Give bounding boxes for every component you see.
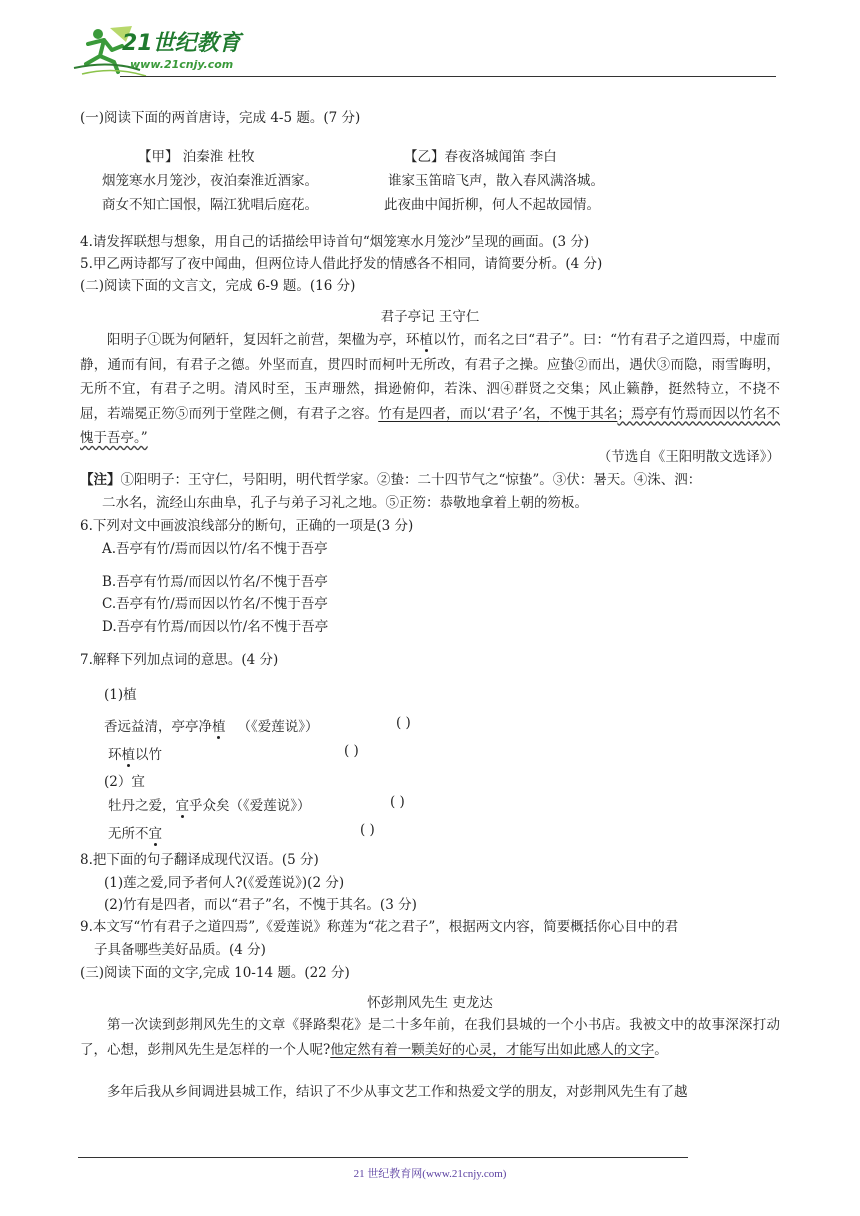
poem-b-title: 【乙】春夜洛城闻笛 李白 (404, 149, 557, 165)
section2-heading: (二)阅读下面的文言文，完成 6-9 题。(16 分) (80, 278, 356, 294)
question-9-line2: 子具备哪些美好品质。(4 分) (94, 942, 266, 958)
q7-text: 香远益清，亭亭净 (104, 719, 212, 735)
q8-item-1: (1)莲之爱,同予者何人?(《爱莲说》)(2 分) (104, 875, 345, 891)
wavy-underlined-text: ；焉亭有竹焉而因以竹名不愧于吾亭。” (80, 405, 781, 446)
question-7: 7.解释下列加点词的意思。(4 分) (80, 652, 279, 668)
q7-text: 以竹 (135, 747, 162, 763)
section1-heading: (一)阅读下面的两首唐诗，完成 4-5 题。(7 分) (80, 110, 361, 126)
notes-label: 【注】 (80, 472, 121, 488)
q7-source: （《爱莲说》） (237, 719, 319, 735)
poem-b-line2: 此夜曲中闻折柳，何人不起故园情。 (384, 197, 600, 213)
question-9-line1: 9.本文写“竹有君子之道四焉”,《爱莲说》称莲为“花之君子”，根据两文内容，简要概括你心目中的君 (80, 919, 679, 935)
underlined-text: 他定然有着一颗美好的心灵，才能写出如此感人的文字 (330, 1041, 655, 1058)
article-paragraph-1 (80, 1013, 780, 1062)
answer-blank[interactable]: ( ) (390, 794, 405, 810)
article-title: 怀彭荆风先生 吏龙达 (367, 995, 493, 1011)
article-text: 。 (654, 1041, 668, 1058)
poem-b-line1: 谁家玉笛暗飞声，散入春风满洛城。 (388, 173, 604, 189)
q7-2b (108, 822, 162, 842)
q6-option-c: C.吾亭有竹/焉而因以竹名/不愧于吾亭 (102, 596, 328, 612)
notes-text: ①阳明子：王守仁，号阳明，明代哲学家。②蛰：二十四节气之“惊蛰”。③伏：暑天。④洙、泗： (120, 472, 702, 488)
logo-url: www.21cnjy.com (130, 58, 234, 71)
poem-a-line2: 商女不知亡国恨，隔江犹唱后庭花。 (102, 197, 318, 213)
underlined-text: 不愧于其名 (549, 405, 618, 422)
dotted-word: 宜 (148, 826, 162, 842)
question-5: 5.甲乙两诗都写了夜中闻曲，但两位诗人借此抒发的情感各不相同，请简要分析。(4 分) (80, 256, 603, 272)
article-paragraph-2: 多年后我从乡间调进县城工作，结识了不少从事文艺工作和热爱文学的朋友，对彭荆风先生有了越 (107, 1084, 688, 1100)
site-logo (70, 20, 260, 80)
dotted-word: 宜 (175, 798, 189, 814)
dotted-word: 植 (419, 332, 434, 348)
q7-item-2: (2）宜 (104, 774, 145, 790)
dotted-word: 植 (212, 719, 226, 735)
q6-option-b: B.吾亭有竹焉/而因以竹名/不愧于吾亭 (102, 574, 328, 590)
question-4: 4.请发挥联想与想象，用自己的话描绘甲诗首句“烟笼寒水月笼沙”呈现的画面。(3 分) (80, 234, 590, 250)
q7-text: 环 (108, 747, 122, 763)
q8-item-2: (2)竹有是四者，而以“君子”名，不愧于其名。(3 分) (104, 897, 417, 913)
notes-line1 (80, 468, 701, 488)
answer-blank[interactable]: ( ) (396, 715, 411, 731)
q7-2a (108, 794, 311, 814)
notes-line2: 二水名，流经山东曲阜，孔子与弟子习礼之地。⑤正笏：恭敬地拿着上朝的笏板。 (102, 495, 588, 511)
passage-source: （节选自《王阳明散文选译》） (597, 449, 780, 465)
passage-text: 以竹，而名之曰“君子”。曰：“竹有君子之道四焉，中虚而静，通而有间，有君子之德。外坚而直，贯四时而柯叶无所改，有君子之操。应蛰②而出，遇伏③而隐，雨雪晦明，无所不宜，有君子之明。清风时至，玉声珊然，揖逊俯仰，若洙、泗④群贤之交集；风止籁静，挺然特立，不挠不屈，若端冕正笏⑤而列于堂陛之侧，有君子之容。 (80, 332, 780, 422)
q7-text: 无所不 (108, 826, 149, 842)
footer-text[interactable]: 21 世纪教育网(www.21cnjy.com) (353, 1168, 507, 1180)
passage-text: 阳明子①既为何陋轩，复因轩之前营，架楹为亭，环 (107, 332, 420, 348)
q7-1b (108, 743, 162, 763)
poem-a-line1: 烟笼寒水月笼沙，夜泊秦淮近酒家。 (102, 173, 318, 189)
underlined-text: 竹有是四者，而以‘君子’名， (378, 405, 550, 422)
answer-blank[interactable]: ( ) (344, 743, 359, 759)
passage-title: 君子亭记 王守仁 (380, 309, 480, 325)
q6-option-a: A.吾亭有竹/焉而因以竹/名不愧于吾亭 (102, 541, 328, 557)
header-divider (120, 76, 776, 77)
answer-blank[interactable]: ( ) (360, 822, 375, 838)
q7-1a (104, 715, 319, 735)
question-6: 6.下列对文中画波浪线部分的断句，正确的一项是(3 分) (80, 518, 414, 534)
passage-paragraph (80, 328, 780, 451)
q7-text: 乎众矣（《爱莲说》） (189, 798, 311, 814)
article-text: 第一次读到彭荆风先生的文章《驿路梨花》是二十多年前，在我们县城的一个小书店。我被文中的故事深深打动了，心想，彭荆风先生是怎样的一个人呢? (80, 1017, 780, 1058)
question-8: 8.把下面的句子翻译成现代汉语。(5 分) (80, 852, 319, 868)
q7-text: 牡丹之爱， (108, 798, 176, 814)
footer-divider (78, 1157, 688, 1158)
q7-item-1: (1)植 (104, 687, 137, 703)
poem-a-title: 【甲】 泊秦淮 杜牧 (138, 149, 255, 165)
section3-heading: (三)阅读下面的文字,完成 10-14 题。(22 分) (80, 965, 350, 981)
logo-text: 21世纪教育 (122, 31, 241, 56)
q6-option-d: D.吾亭有竹焉/而因以竹/名不愧于吾亭 (102, 619, 329, 635)
dotted-word: 植 (121, 747, 135, 763)
